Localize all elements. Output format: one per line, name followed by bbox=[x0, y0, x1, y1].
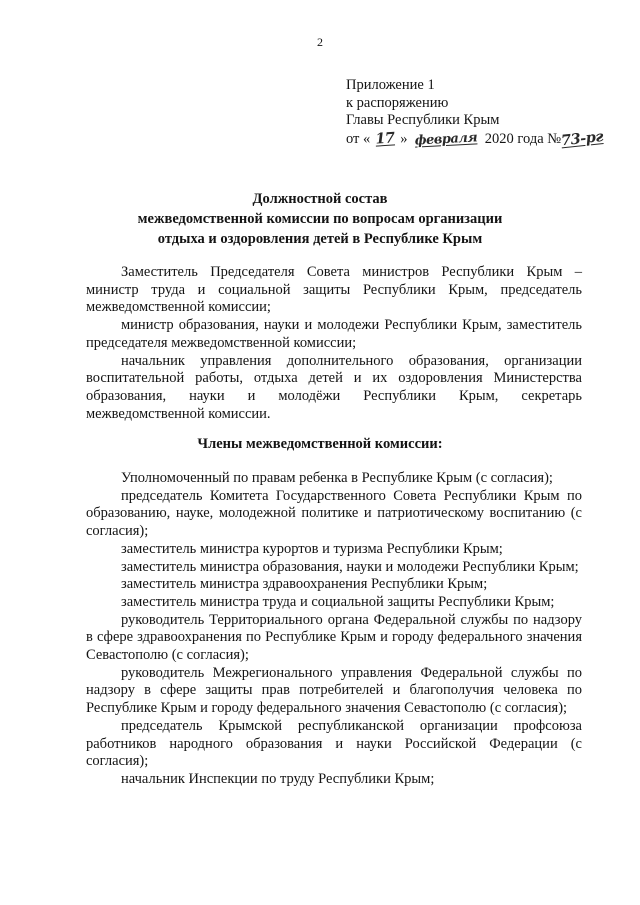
leadership-item: министр образования, науки и молодежи Республики Крым, заместитель председателя межведомственной комиссии; bbox=[86, 317, 582, 351]
date-prefix: от « bbox=[346, 130, 371, 147]
handwritten-month: февраля bbox=[414, 129, 478, 149]
member-item: председатель Комитета Государственного Совета Республики Крым по образованию, науке, молодежной политике и патриотическому воспитанию (с согласия); bbox=[86, 487, 582, 540]
member-item: руководитель Межрегионального управления Федеральной службы по надзору в сфере защиты прав потребителей и благополучия человека по Республике Крым и городу федерального значения Севастополю (с согласия); bbox=[86, 664, 582, 717]
date-year: 2020 года № bbox=[484, 130, 562, 147]
appendix-reference: к распоряжению bbox=[346, 94, 449, 111]
leadership-item: начальник управления дополнительного образования, организации воспитательной работы, отдыха детей и их оздоровления Министерства образования, науки и молодёжи Республики Крым, секретарь межведомственной комиссии. bbox=[86, 352, 582, 422]
handwritten-order-number: 73-рг bbox=[560, 127, 604, 149]
member-item: начальник Инспекции по труду Республики Крым; bbox=[121, 770, 435, 787]
appendix-date-line bbox=[346, 127, 607, 149]
appendix-title: Приложение 1 bbox=[346, 77, 435, 93]
appendix-block bbox=[346, 77, 607, 148]
handwritten-day: 17 bbox=[375, 128, 396, 148]
member-item: Уполномоченный по правам ребенка в Республике Крым (с согласия); bbox=[121, 470, 553, 486]
appendix-issuer: Главы Республики Крым bbox=[346, 112, 500, 128]
members-heading: Члены межведомственной комиссии: bbox=[197, 436, 443, 452]
member-item: руководитель Территориального органа Федеральной службы по надзору в сфере здравоохранения по Республике Крым и городу федерального значения Севастополю (с согласия); bbox=[86, 611, 582, 664]
member-item: председатель Крымской республиканской организации профсоюза работников народного образования и науки Российской Федерации (с согласия); bbox=[86, 717, 582, 770]
leadership-list bbox=[86, 264, 582, 423]
document-title bbox=[0, 189, 640, 249]
title-line-1: Должностной состав bbox=[252, 191, 388, 207]
title-line-3: отдыха и оздоровления детей в Республике Крым bbox=[157, 231, 483, 247]
member-item: заместитель министра образования, науки и молодежи Республики Крым; bbox=[121, 558, 579, 575]
leadership-item: Заместитель Председателя Совета министров Республики Крым – министр труда и социальной защиты Республики Крым, председатель межведомственной комиссии; bbox=[86, 264, 582, 316]
date-mid: » bbox=[400, 130, 408, 147]
page-number: 2 bbox=[317, 35, 323, 49]
members-list bbox=[86, 470, 582, 789]
title-line-2: межведомственной комиссии по вопросам организации bbox=[137, 211, 503, 227]
member-item: заместитель министра здравоохранения Республики Крым; bbox=[121, 576, 488, 593]
member-item: заместитель министра курортов и туризма Республики Крым; bbox=[121, 540, 503, 557]
member-item: заместитель министра труда и социальной защиты Республики Крым; bbox=[121, 593, 555, 610]
